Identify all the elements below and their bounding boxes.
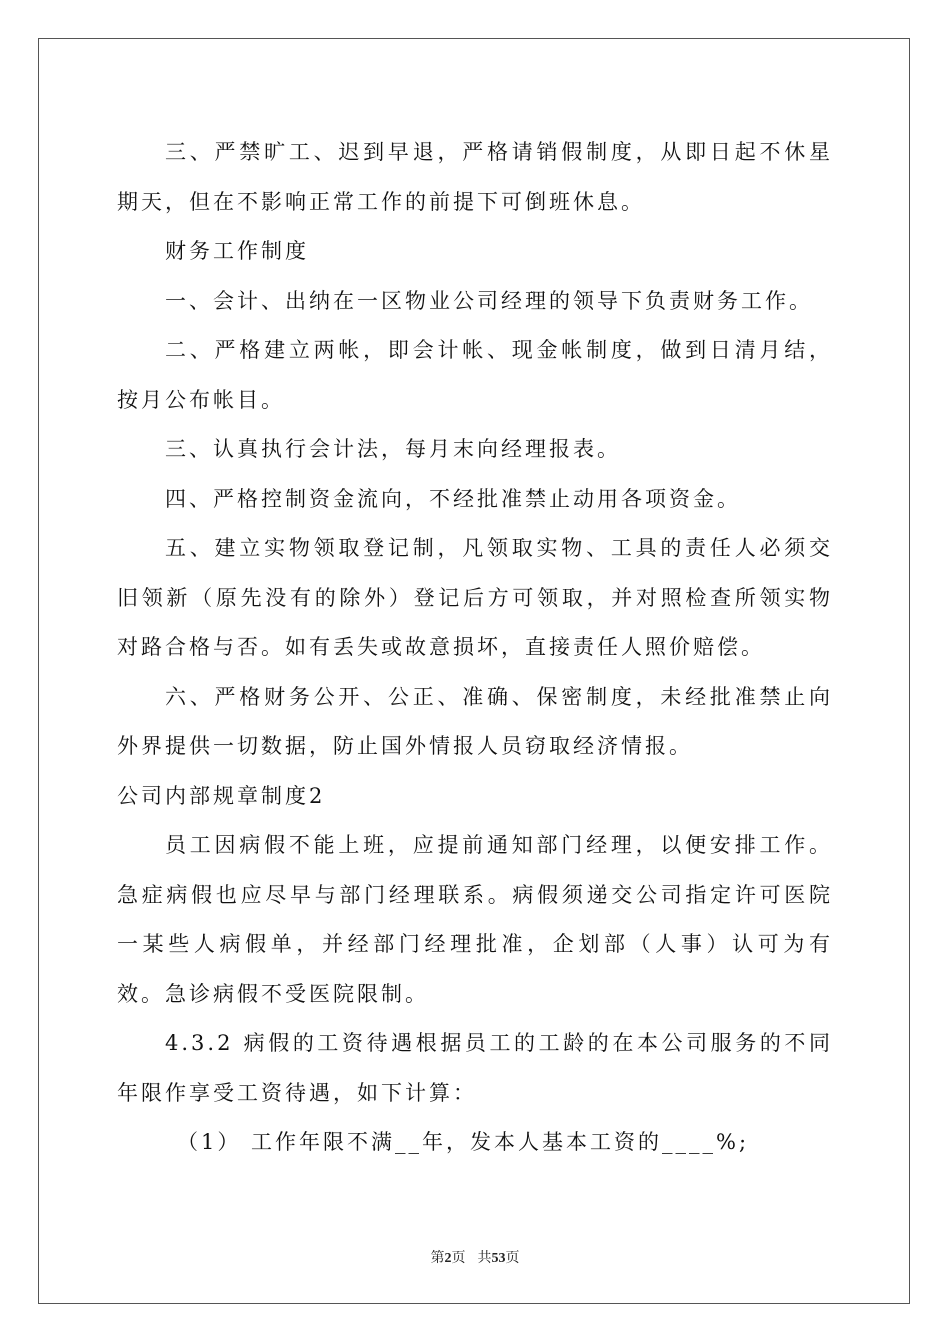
section-heading-finance: 财务工作制度 [165,239,309,263]
footer-page-prefix: 第 [430,1251,445,1266]
paragraph-rule-3: 三、严禁旷工、迟到早退，严格请销假制度，从即日起不休星期天，但在不影响正常工作的前提下可倒班休息。 [117,140,833,214]
document-body [117,128,833,1168]
list-item-1: （1） 工作年限不满__年，发本人基本工资的____%; [177,1130,750,1154]
section-title-regulations-2: 公司内部规章制度2 [117,783,326,808]
paragraph-sick-leave: 员工因病假不能上班，应提前通知部门经理，以便安排工作。急症病假也应尽早与部门经理联系。病假须递交公司指定许可医院一某些人病假单，并经部门经理批准，企划部（人事）认可为有效。急诊病假不受医院限制。 [117,833,833,1006]
footer-page-total: 53 [491,1251,506,1266]
paragraph-sick-pay: 4.3.2 病假的工资待遇根据员工的工龄的在本公司服务的不同年限作享受工资待遇，如下计算： [117,1031,833,1105]
paragraph-finance-6: 六、严格财务公开、公正、准确、保密制度，未经批准禁止向外界提供一切数据，防止国外情报人员窃取经济情报。 [117,684,833,758]
paragraph-finance-5: 五、建立实物领取登记制，凡领取实物、工具的责任人必须交旧领新（原先没有的除外）登记后方可领取，并对照检查所领实物对路合格与否。如有丢失或故意损坏，直接责任人照价赔偿。 [117,536,833,659]
paragraph-finance-4: 四、严格控制资金流向，不经批准禁止动用各项资金。 [165,486,741,511]
footer-total-suffix: 页 [505,1251,520,1266]
paragraph-finance-3: 三、认真执行会计法，每月末向经理报表。 [165,437,621,461]
footer-page-current: 2 [444,1251,452,1266]
paragraph-finance-1: 一、会计、出纳在一区物业公司经理的领导下负责财务工作。 [165,288,813,313]
footer-page-suffix: 页 [451,1251,466,1266]
page-footer [0,1247,950,1267]
paragraph-finance-2: 二、严格建立两帐，即会计帐、现金帐制度，做到日清月结，按月公布帐目。 [117,338,833,412]
footer-total-prefix: 共 [477,1251,492,1266]
